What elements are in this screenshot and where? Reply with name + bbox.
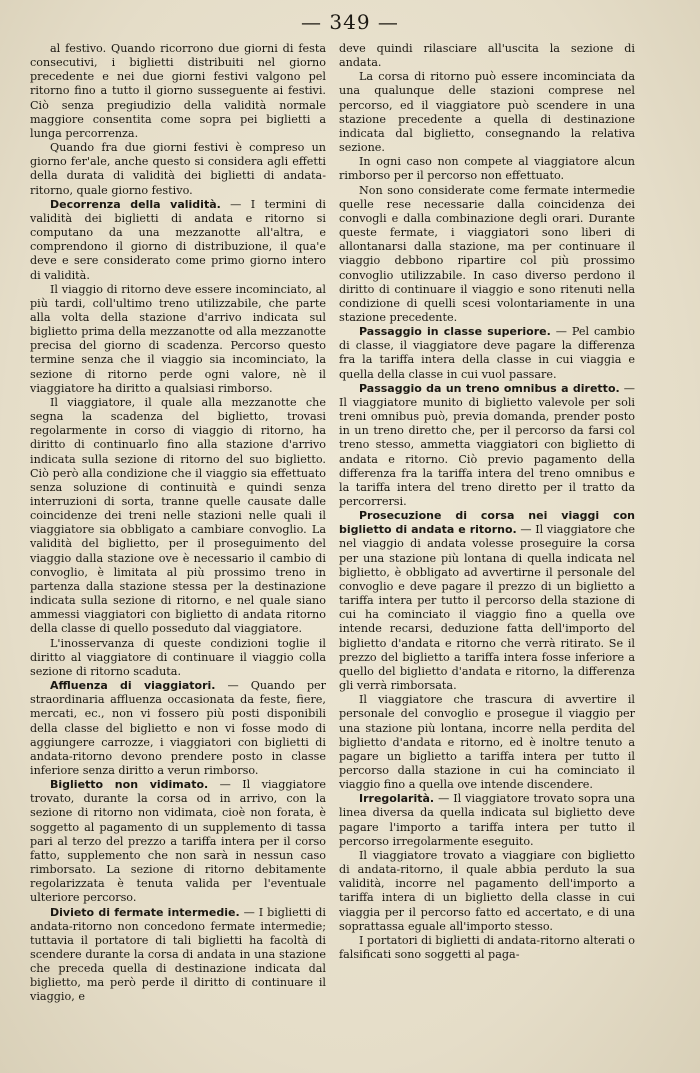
paragraph — [30, 141, 326, 198]
section-heading: Passaggio in classe superiore. — [359, 325, 551, 339]
section-heading: Prosecuzione di corsa nei viaggi con biglietto di andata e ritorno. — [339, 509, 635, 537]
paragraph — [30, 198, 326, 283]
paragraph — [339, 42, 635, 70]
paragraph — [30, 637, 326, 679]
paragraph-text: Il viaggio di ritorno deve essere incominciato, al più tardi, coll'ultimo treno utilizzabile, che parte alla volta della stazione d'arrivo indicata sul biglietto prima della mezzanotte od alla mezzanotte precisa del giorno di scadenza. Percorso questo termine senza che il viaggio sia incominciato, la sezione di ritorno perde ogni valore, nè il viaggiatore ha diritto a qualsiasi rimborso. — [30, 282, 326, 395]
paragraph — [339, 325, 635, 382]
paragraph — [339, 849, 635, 934]
paragraph — [339, 509, 635, 693]
paragraph — [339, 184, 635, 326]
paragraph-text: L'inosservanza di queste condizioni toglie il diritto al viaggiatore di continuare il viaggio colla sezione di ritorno scaduta. — [30, 636, 326, 678]
paragraph-text: — Il viaggiatore trovato sopra una linea diversa da quella indicata sul biglietto deve pagare l'importo a tariffa intera per tutto il percorso irregolarmente eseguito. — [339, 792, 635, 848]
section-heading: Irregolarità. — [359, 792, 435, 806]
paragraph-text: — Pel cambio di classe, il viaggiatore deve pagare la differenza fra la tariffa intera della classe in cui viaggia e quella della classe in cui vuol passare. — [339, 325, 635, 381]
paragraph-text: La corsa di ritorno può essere incominciata da una qualunque delle stazioni comprese nel percorso, ed il viaggiatore può scendere in una stazione precedente a quella di destinazione indicata dal biglietto, consegnando la relativa sezione. — [339, 70, 635, 155]
section-heading: Passaggio da un treno omnibus a diretto. — [359, 381, 620, 395]
paragraph-text: Il viaggiatore, il quale alla mezzanotte che segna la scadenza del biglietto, trovasi regolarmente in corso di viaggio di ritorno, ha diritto di continuarlo fino alla stazione d'arrivo indicata sulla sezione di ritorno del suo biglietto. Ciò però alla condizione che il viaggio sia effettuato senza soluzione di continuità e quindi senza interruzioni di sorta, tranne quelle causate dalle coincidenze dei treni nelle stazioni nelle quali il viaggiatore sia obbligato a cambiare convoglio. La validità del biglietto, per il proseguimento del viaggio dalla stazione ove è necessario il cambio di convoglio, è limitata al più prossimo treno in partenza dalla stazione stessa per la destinazione indicata sulla sezione di ritorno, e nel quale siano ammessi viaggiatori con biglietto di andata ritorno della classe di quello posseduto dal viaggiatore. — [30, 395, 326, 636]
paragraph-text: — Il viaggiatore munito di biglietto valevole per soli treni omnibus può, previa domanda, prender posto in un treno diretto che, per il percorso da farsi col treno stesso, ammetta viaggiatori con biglietto di andata e ritorno. Ciò previo pagamento della differenza fra la tariffa intera del treno omnibus e la tariffa intera del treno diretto per il tratto da percorrersi. — [339, 381, 635, 508]
section-heading: Divieto di fermate intermedie. — [50, 905, 240, 919]
paragraph-text: Non sono considerate come fermate intermedie quelle rese necessarie dalla coincidenza dei convogli e dalla combinazione degli orari. Durante queste fermate, i viaggiatori sono liberi di allontanarsi dalla stazione, ma per continuare il viaggio debbono ripartire col più prossimo convoglio utilizzabile. In caso diverso perdono il diritto di continuare il viaggio e sono ritenuti nella condizione di quelli scesi volontariamente in una stazione precedente. — [339, 183, 635, 324]
paragraph — [30, 906, 326, 1005]
left-column — [30, 42, 326, 1005]
paragraph-text: — Il viaggiatore che nel viaggio di andata volesse proseguire la corsa per una stazione più lontana di quella indicata nel biglietto, è obbligato ad avvertirne il personale del convoglio e deve pagare il prezzo di un biglietto a tariffa intera per tutto il percorso della stazione di cui ha cominciato il viaggio fino a quella ove intende recarsi, deduzione fatta dell'importo del biglietto d'andata e ritorno che verrà ritirato. Se il prezzo del biglietto a tariffa intera fosse inferiore a quello del biglietto d'andata e ritorno, la differenza gli verrà rimborsata. — [339, 523, 635, 693]
right-column — [339, 42, 635, 962]
section-heading: Affluenza di viaggiatori. — [50, 679, 216, 693]
paragraph — [30, 778, 326, 905]
paragraph — [339, 934, 635, 962]
paragraph-text: Il viaggiatore trovato a viaggiare con biglietto di andata-ritorno, il quale abbia perduto la sua validità, incorre nel pagamento dell'importo a tariffa intera di un biglietto della classe in cui viaggia per il percorso fatto ed accertato, e di una soprattassa eguale all'importo stesso. — [339, 848, 635, 933]
paragraph-text: deve quindi rilasciare all'uscita la sezione di andata. — [339, 42, 635, 70]
section-heading: Biglietto non vidimato. — [50, 778, 209, 792]
paragraph-text: — I biglietti di andata-ritorno non concedono fermate intermedie; tuttavia il portatore di tali biglietti ha facoltà di scendere durante la corsa di andata in una stazione che preceda quella di destinazione indicata dal biglietto, ma però perde il diritto di continuare il viaggio, e — [30, 905, 326, 1004]
paragraph — [339, 792, 635, 849]
section-heading: Decorrenza della validità. — [50, 197, 221, 211]
paragraph-text: — Quando per straordinaria affluenza occasionata da feste, fiere, mercati, ec., non vi fossero più posti disponibili della classe del biglietto e non vi fosse modo di aggiungere carrozze, i viaggiatori con biglietti di andata-ritorno devono prendere posto in classe inferiore senza diritto a verun rimborso. — [30, 679, 326, 777]
paragraph-text: Quando fra due giorni festivi è compreso un giorno fer'ale, anche questo si considera agli effetti della durata di validità dei biglietti di andata-ritorno, quale giorno festivo. — [30, 141, 326, 197]
paragraph-text: I portatori di biglietti di andata-ritorno alterati o falsificati sono soggetti al paga- — [339, 933, 635, 961]
paragraph — [30, 396, 326, 637]
paragraph — [30, 283, 326, 396]
paragraph — [339, 155, 635, 183]
paragraph — [30, 679, 326, 778]
paragraph — [30, 42, 326, 141]
paragraph — [339, 382, 635, 509]
page-number: — 349 — — [301, 10, 399, 34]
paragraph-text: Il viaggiatore che trascura di avvertire il personale del convoglio e prosegue il viaggio per una stazione più lontana, incorre nella perdita del biglietto d'andata e ritorno, ed è inoltre tenuto a pagare un biglietto a tariffa intera per tutto il percorso dalla stazione in cui ha cominciato il viaggio fino a quella ove intende discendere. — [339, 693, 635, 792]
paragraph-text: al festivo. Quando ricorrono due giorni di festa consecutivi, i biglietti distribuiti nel giorno precedente e nei due giorni festivi valgono pel ritorno fino a tutto il giorno susseguente ai festivi. Ciò senza pregiudizio della validità normale maggiore consentita come sopra pei biglietti a lunga percorrenza. — [30, 42, 326, 140]
paragraph — [339, 693, 635, 792]
paragraph-text: — Il viaggiatore trovato, durante la corsa od in arrivo, con la sezione di ritorno non vidimata, cioè non forata, è soggetto al pagamento di un supplemento di tassa pari al terzo del prezzo a tariffa intera per il corso fatto, supplemento che non sarà in nessun caso rimborsato. La sezione di ritorno debitamente regolarizzata è tenuta valida per l'eventuale ulteriore percorso. — [30, 778, 326, 905]
paragraph-text: — I termini di validità dei biglietti di andata e ritorno si computano da una mezzanotte all'altra, e comprendono il giorno di distribuzione, il qua'e deve e sere considerato come primo giorno intero di validità. — [30, 197, 327, 282]
paragraph — [339, 70, 635, 155]
paragraph-text: In ogni caso non compete al viaggiatore alcun rimborso per il percorso non effettuato. — [339, 155, 635, 183]
